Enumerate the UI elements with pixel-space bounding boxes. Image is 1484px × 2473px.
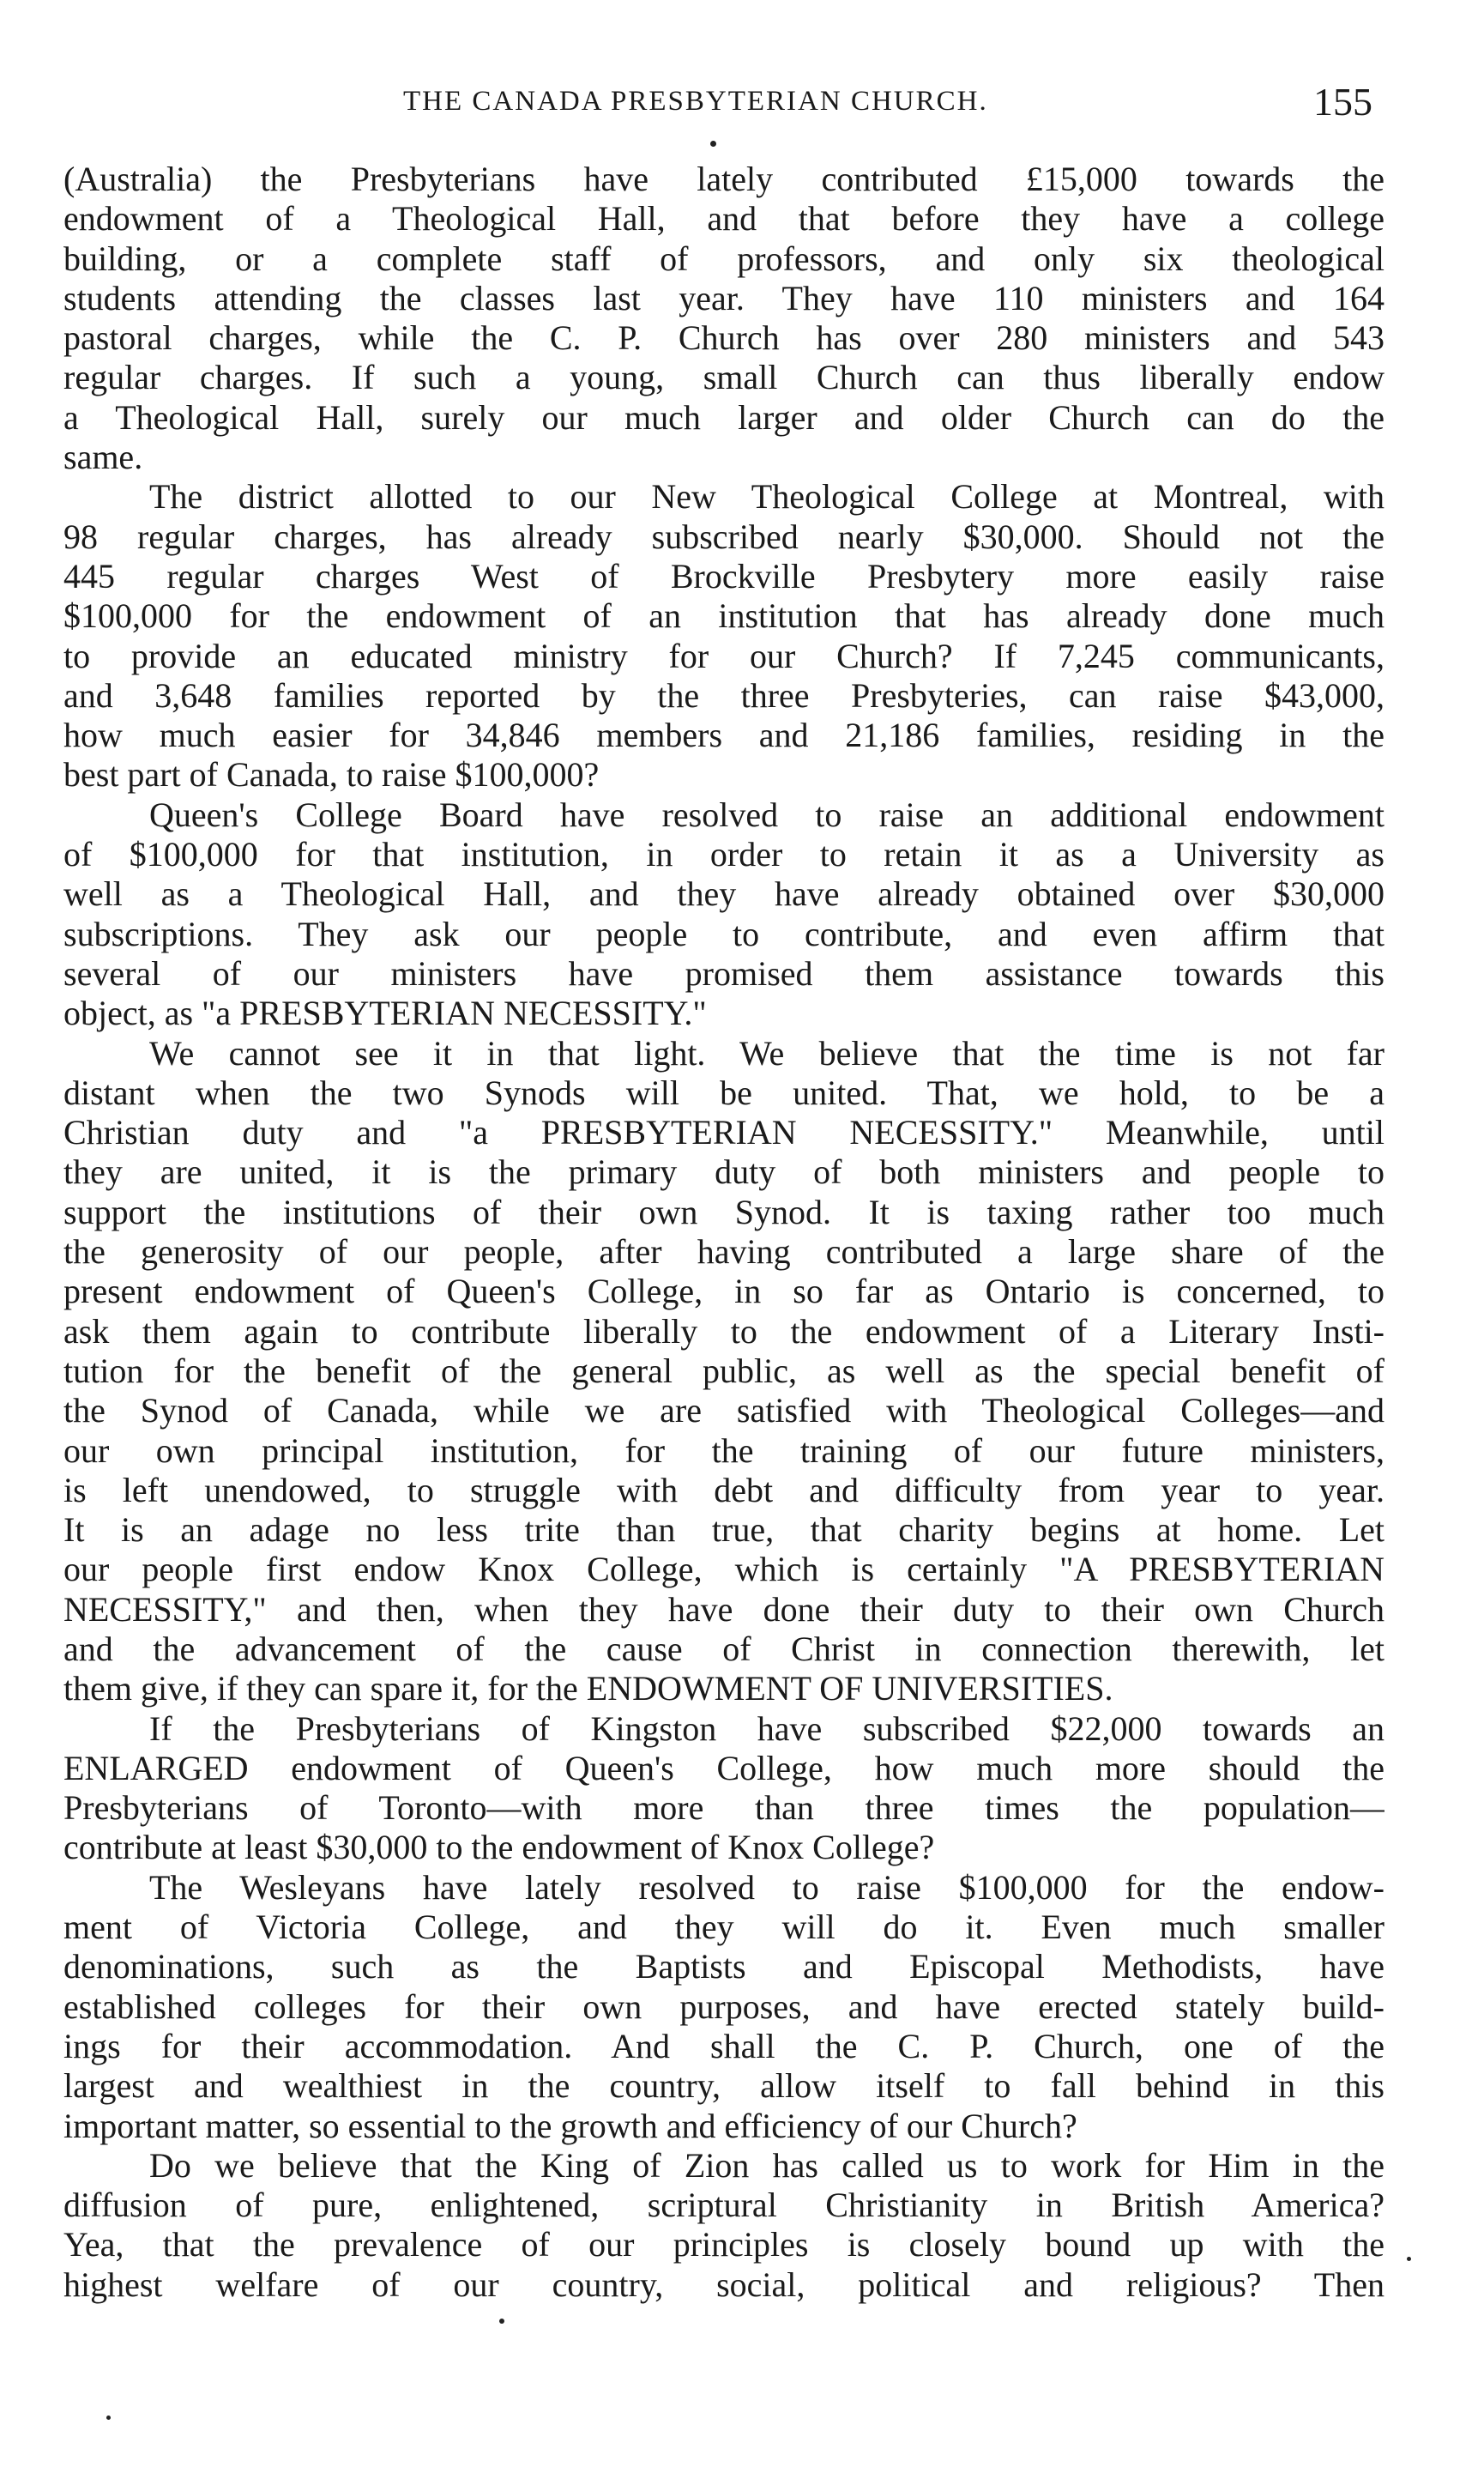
text-line: them give, if they can spare it, for the ENDOWMENT OF UNIVERSITIES. [63, 1669, 1113, 1708]
text-line: The Wesleyans have lately resolved to raise $100,000 for the endow- [149, 1867, 1384, 1907]
text-line: present endowment of Queen's College, in so far as Ontario is concerned, to [63, 1272, 1384, 1311]
text-line: Christian duty and "a PRESBYTERIAN NECESSITY." Meanwhile, until [63, 1113, 1384, 1152]
text-line: We cannot see it in that light. We believe that the time is not far [149, 1033, 1384, 1073]
text-line: It is an adage no less trite than true, that charity begins at home. Let [63, 1510, 1384, 1550]
text-line: ask them again to contribute liberally to the endowment of a Literary Insti- [63, 1311, 1384, 1351]
text-line: same. [63, 438, 143, 477]
text-line: building, or a complete staff of professors, and only six theological [63, 239, 1384, 278]
text-line: how much easier for 34,846 members and 21,186 families, residing in the [63, 716, 1384, 755]
text-line: a Theological Hall, surely our much larger and older Church can do the [63, 397, 1384, 437]
text-line: If the Presbyterians of Kingston have subscribed $22,000 towards an [149, 1708, 1384, 1748]
text-line: endowment of a Theological Hall, and that before they have a college [63, 199, 1384, 239]
text-line: object, as "a PRESBYTERIAN NECESSITY." [63, 994, 707, 1033]
text-line: The district allotted to our New Theological College at Montreal, with [149, 477, 1384, 517]
text-line: to provide an educated ministry for our Church? If 7,245 communicants, [63, 636, 1384, 675]
page-header [120, 79, 1372, 130]
text-line: Queen's College Board have resolved to raise an additional endowment [149, 795, 1384, 834]
body-text [63, 160, 1384, 2305]
text-line: support the institutions of their own Synod. It is taxing rather too much [63, 1192, 1384, 1231]
text-line: ment of Victoria College, and they will do it. Even much smaller [63, 1908, 1384, 1947]
print-speck [710, 141, 716, 147]
text-line: they are united, it is the primary duty of both ministers and people to [63, 1152, 1384, 1192]
text-line: and the advancement of the cause of Christ in connection therewith, let [63, 1629, 1384, 1668]
text-line: Yea, that the prevalence of our principles is closely bound up with the [63, 2225, 1384, 2264]
text-line: tution for the benefit of the general public, as well as the special benefit of [63, 1351, 1384, 1390]
page-number: 155 [1313, 80, 1372, 124]
text-line: ENLARGED endowment of Queen's College, how much more should the [63, 1748, 1384, 1787]
text-line: the generosity of our people, after having contributed a large share of the [63, 1232, 1384, 1272]
running-title: THE CANADA PRESBYTERIAN CHURCH. [403, 86, 988, 117]
text-line: 445 regular charges West of Brockville Presbytery more easily raise [63, 556, 1384, 596]
text-line: best part of Canada, to raise $100,000? [63, 755, 600, 795]
text-line: highest welfare of our country, social, political and religious? Then [63, 2264, 1384, 2304]
text-line: is left unendowed, to struggle with debt and difficulty from year to year. [63, 1470, 1384, 1509]
text-line: largest and wealthiest in the country, allow itself to fall behind in this [63, 2066, 1384, 2106]
text-line: pastoral charges, while the C. P. Church has over 280 ministers and 543 [63, 318, 1384, 358]
text-line: diffusion of pure, enlightened, scriptural Christianity in British America? [63, 2186, 1384, 2225]
text-line: distant when the two Synods will be united. That, we hold, to be a [63, 1073, 1384, 1112]
text-line: denominations, such as the Baptists and Episcopal Methodists, have [63, 1947, 1384, 1986]
text-line: (Australia) the Presbyterians have lately contributed £15,000 towards the [63, 160, 1384, 198]
text-line: Presbyterians of Toronto—with more than three times the population— [63, 1788, 1384, 1828]
text-line: ings for their accommodation. And shall the C. P. Church, one of the [63, 2026, 1384, 2065]
text-line: the Synod of Canada, while we are satisfied with Theological Colleges—and [63, 1391, 1384, 1430]
text-line: $100,000 for the endowment of an institution that has already done much [63, 596, 1384, 636]
text-line: students attending the classes last year. They have 110 ministers and 164 [63, 278, 1384, 317]
text-line: regular charges. If such a young, small Church can thus liberally endow [63, 358, 1384, 397]
text-line: important matter, so essential to the growth and efficiency of our Church? [63, 2106, 1077, 2145]
text-line: NECESSITY," and then, when they have done their duty to their own Church [63, 1589, 1384, 1629]
text-line: our people first endow Knox College, which is certainly "A PRESBYTERIAN [63, 1550, 1384, 1589]
print-speck [499, 2319, 504, 2324]
print-speck [106, 2416, 111, 2420]
text-line: well as a Theological Hall, and they have already obtained over $30,000 [63, 874, 1384, 914]
text-line: contribute at least $30,000 to the endowment of Knox College? [63, 1828, 935, 1867]
text-line: subscriptions. They ask our people to contribute, and even affirm that [63, 914, 1384, 953]
text-line: 98 regular charges, has already subscribed nearly $30,000. Should not the [63, 517, 1384, 556]
text-line: of $100,000 for that institution, in order to retain it as a University as [63, 835, 1384, 874]
text-line: several of our ministers have promised them assistance towards this [63, 953, 1384, 993]
text-line: our own principal institution, for the training of our future ministers, [63, 1430, 1384, 1470]
text-line: and 3,648 families reported by the three Presbyteries, can raise $43,000, [63, 675, 1384, 715]
text-line: Do we believe that the King of Zion has called us to work for Him in the [149, 2145, 1384, 2185]
text-line: established colleges for their own purposes, and have erected stately build- [63, 1986, 1384, 2026]
print-speck [1407, 2257, 1411, 2261]
